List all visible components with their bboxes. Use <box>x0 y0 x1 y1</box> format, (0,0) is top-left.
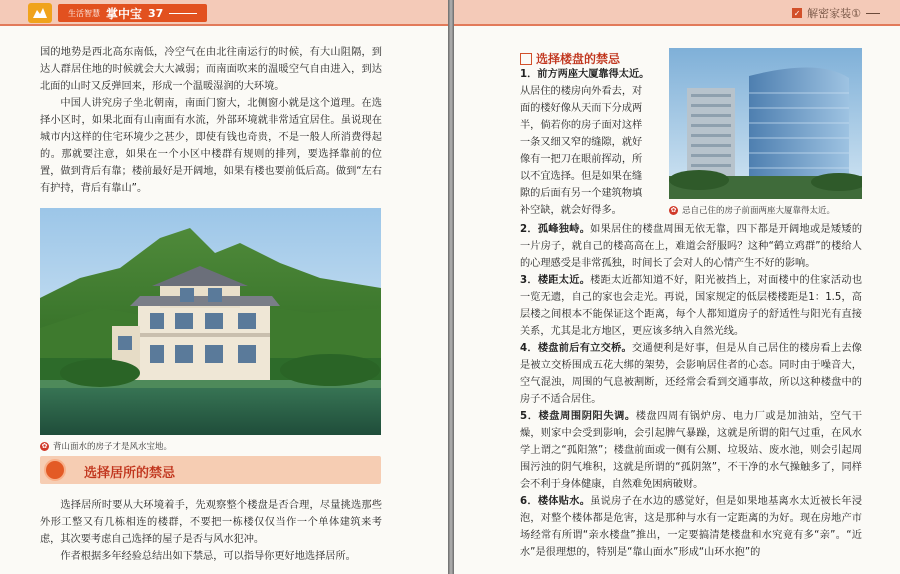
right-section-title: 选择楼盘的禁忌 <box>536 52 621 66</box>
item-line: 半，倘若你的房子面对这样 <box>520 120 643 131</box>
caption-text: 忌自己住的房子前面两座大厦靠得太近。 <box>682 206 836 216</box>
item-6 <box>520 493 862 561</box>
item-3 <box>520 272 862 340</box>
left-running-header <box>28 3 207 23</box>
section-name: 解密家装① <box>807 7 861 20</box>
item-line: 隙的后面有另一个建筑物填 <box>520 188 643 199</box>
item-list <box>520 221 862 561</box>
item-2 <box>520 221 862 272</box>
item-line: 以不宜选择。但是如果在缝 <box>520 171 643 182</box>
item-title: 4．楼盘前后有立交桥。 <box>520 343 633 354</box>
building-photo-caption <box>669 204 835 216</box>
flower-icon <box>44 459 66 481</box>
item-4 <box>520 340 862 408</box>
item-line: 从居住的楼房向外看去，对 <box>520 86 643 97</box>
section-title: 选择居所的禁忌 <box>84 466 176 481</box>
item-title: 3．楼距太近。 <box>520 275 591 286</box>
item-body: 虽说房子在水边的感觉好，但是如果地基离水太近被长年浸泡，对整个楼体都是危害，这是那种与水有一定距离的为好。现在房地产市场经常有所谓“亲水楼盘”推出，一定要搞清楚楼盘和水究竟有多“亲”。“近水”是很理想的，特别是“靠山面水”形成“山环水抱”的 <box>520 496 863 558</box>
left-page <box>0 0 448 574</box>
item-title: 5．楼盘周围阴阳失调。 <box>520 411 636 422</box>
caption-bullet-icon: ✿ <box>41 442 48 450</box>
checkbox-icon: ✓ <box>793 8 801 18</box>
square-bullet-icon <box>520 53 532 65</box>
item-title: 6．楼体贴水。 <box>520 496 591 507</box>
house-photo-caption <box>40 440 172 452</box>
item-line: 一条又细又窄的缝隙，就好 <box>520 137 643 148</box>
caption-bullet-icon: ✿ <box>670 206 677 214</box>
item-line: 面的楼好像从天而下分成两 <box>520 103 643 114</box>
header-banner <box>58 4 207 22</box>
header-rule <box>169 13 197 14</box>
house-mountain-photo <box>40 208 381 435</box>
item-title: 1．前方两座大厦靠得太近。 <box>520 69 650 80</box>
item-1 <box>520 66 666 219</box>
left-text-bottom <box>40 497 382 565</box>
left-text-top <box>40 44 382 197</box>
item-body: 楼盘四周有锅炉房、电力厂或是加油站，空气干燥，则家中会受到影响，会引起脾气暴躁，这就是所谓的阳气过重，在风水学上谓之“孤阳煞”；楼盘前面或一侧有公厕、垃圾站、废水池，则会引起周围污浊的阴气堆积，这就是所谓的“孤阴煞”，不干净的水气操触多了，同样会不利于身体健康，自然难免困病破财。 <box>520 411 863 490</box>
right-running-header <box>792 5 880 21</box>
item-title: 2．孤峰独峙。 <box>520 224 591 235</box>
paragraph: 选择居所时要从大环境着手，先观察整个楼盘是否合理，尽量挑选那些外形工整又有几栋相连的楼群，不要把一栋楼仅仅当作一个单体建筑来考虑，其次要考虑自己选择的屋子是否与风水犯冲。 <box>40 500 382 545</box>
right-section-heading <box>520 50 620 67</box>
header-title: 掌中宝 <box>106 6 143 21</box>
caption-text: 背山面水的房子才是风水宝地。 <box>53 442 173 452</box>
item-line: 补空缺，就会好得多。 <box>520 205 622 216</box>
header-dash <box>866 13 880 14</box>
paragraph: 中国人讲究房子坐北朝南，南面门窗大，北侧窗小就是这个道理。在选择小区时，如果北面有山南面有水流，外部环境就非常适宜居住。虽说现在城市内这样的住宅环境少之甚少，即使有钱也奇贵，不是一般人所消费得起的。那就要注意，如果在一个小区中楼群有规则的排列，要选择靠前的位置，做到背后有靠；楼前最好是开阔地，如果有楼也要前低后高。做到“左右有护持，背后有靠山”。 <box>40 98 382 194</box>
item-line: 像有一把刀在眼前挥动，所 <box>520 154 643 165</box>
item-body: 楼距太近都知道不好，阳光被挡上，对面楼中的住家活动也一览无遗，自己的家也会走光。再说，国家规定的低层楼楼距是1：1.5，高层楼之间根本不能保证这个距离，每个人都知道房子的舒适性与阳光有直接关系，尤其是北方地区，更应该多纳入自然光线。 <box>520 275 863 337</box>
header-small-text: 生活智慧 <box>68 8 100 18</box>
page-number: 37 <box>148 6 164 20</box>
item-5 <box>520 408 862 493</box>
hand-logo-icon <box>28 3 52 23</box>
office-towers-photo <box>669 48 862 199</box>
paragraph: 国的地势是西北高东南低，冷空气在由北往南运行的时候，有大山阻隔，到达人群居住地的时候就会大大减弱；而南面吹来的温暖空气自由进入，到达北面的山时又反弹回来，形成一个温暖湿润的大环境。 <box>40 47 382 92</box>
item-body: 交通便利是好事，但是从自己居住的楼房看上去像是被立交桥围成五花大绑的架势，会影响居住者的心态。同时由于噪音大，空气混浊，周围的气息被割断，还经常会看到交通事故，所以这种楼盘中的房子不适合居住。 <box>520 343 862 405</box>
item-body: 如果居住的楼盘周围无依无靠，四下都是开阔地或是矮矮的一片房子，就自己的楼高高在上，难道会舒服吗？这种“鹤立鸡群”的楼给人的心理感受是非常孤独，时间长了会对人的心情产生不好的影响。 <box>520 224 863 269</box>
paragraph: 作者根据多年经验总结出如下禁忌，可以指导你更好地选择居所。 <box>60 551 356 562</box>
